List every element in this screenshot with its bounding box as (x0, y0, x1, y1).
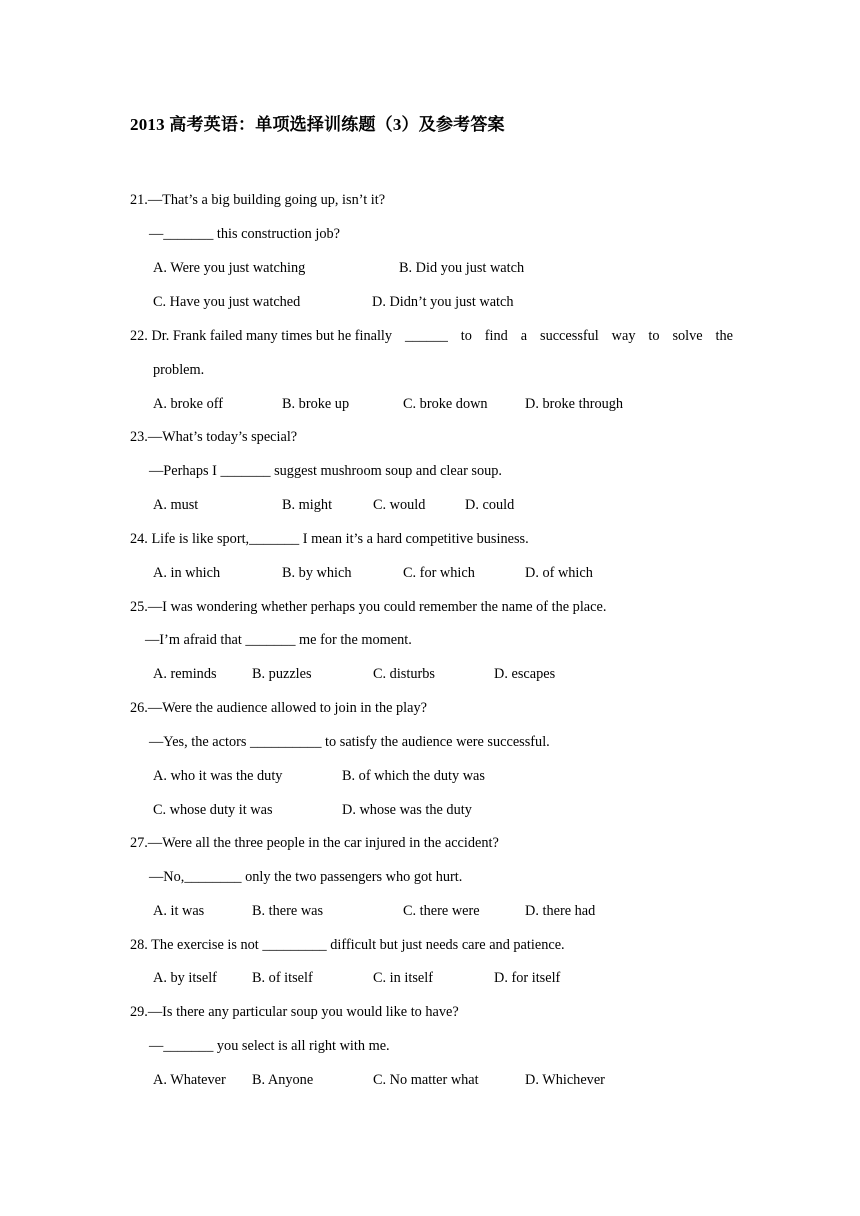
option-c: C. whose duty it was (153, 802, 273, 818)
option-d: D. could (465, 497, 515, 513)
option-c: C. would (373, 497, 426, 513)
option-a: A. who it was the duty (153, 768, 283, 784)
question-25-stem: 25.—I was wondering whether perhaps you could remember the name of the place. (130, 599, 607, 615)
option-c: C. in itself (373, 970, 433, 986)
question-26-reply: —Yes, the actors __________ to satisfy the audience were successful. (149, 734, 550, 750)
answer-blank: ______ (404, 328, 448, 344)
question-23-stem: 23.—What’s today’s special? (130, 429, 298, 445)
question-22-stem-continued: problem. (153, 362, 205, 378)
question-21-options-row1 (0, 259, 860, 277)
option-b: B. might (282, 497, 333, 513)
option-b: B. of itself (252, 970, 313, 986)
stem-word: to (460, 328, 472, 344)
option-b: B. of which the duty was (342, 768, 485, 784)
question-25-options (0, 665, 860, 683)
option-d: D. escapes (494, 666, 556, 682)
page-title: 2013 高考英语：单项选择训练题（3）及参考答案 (130, 115, 505, 134)
question-28-stem: 28. The exercise is not _________ difficult but just needs care and patience. (130, 937, 565, 953)
stem-word: a (520, 328, 528, 344)
question-27-options (0, 902, 860, 920)
option-d: D. broke through (525, 396, 624, 412)
question-26-options-row2 (0, 801, 860, 819)
stem-segment: 22. Dr. Frank failed many times but he finally (130, 328, 393, 344)
question-22-stem (130, 327, 733, 345)
question-29-stem: 29.—Is there any particular soup you would like to have? (130, 1004, 459, 1020)
option-a: A. must (153, 497, 199, 513)
option-b: B. Anyone (252, 1072, 314, 1088)
question-25-reply: —I’m afraid that _______ me for the moment. (145, 632, 412, 648)
question-26-stem: 26.—Were the audience allowed to join in the play? (130, 700, 427, 716)
stem-word: find (484, 328, 508, 344)
question-27-stem: 27.—Were all the three people in the car injured in the accident? (130, 835, 499, 851)
question-27-reply: —No,________ only the two passengers who got hurt. (149, 869, 463, 885)
question-26-options-row1 (0, 767, 860, 785)
question-28-options (0, 969, 860, 987)
option-b: B. by which (282, 565, 352, 581)
option-b: B. puzzles (252, 666, 312, 682)
option-d: D. for itself (494, 970, 561, 986)
option-d: D. of which (525, 565, 593, 581)
option-a: A. it was (153, 903, 205, 919)
option-c: C. disturbs (373, 666, 435, 682)
option-b: B. Did you just watch (399, 260, 525, 276)
stem-word: successful (540, 328, 599, 344)
question-23-options (0, 496, 860, 514)
option-d: D. there had (525, 903, 596, 919)
question-21-reply: —_______ this construction job? (149, 226, 341, 242)
question-29-reply: —_______ you select is all right with me. (149, 1038, 390, 1054)
stem-word: solve (672, 328, 703, 344)
stem-word: the (715, 328, 733, 344)
option-a: A. reminds (153, 666, 217, 682)
option-c: C. for which (403, 565, 475, 581)
option-a: A. Were you just watching (153, 260, 306, 276)
option-d: D. Didn’t you just watch (372, 294, 514, 310)
option-a: A. by itself (153, 970, 217, 986)
question-22-options (0, 395, 860, 413)
question-21-options-row2 (0, 293, 860, 311)
question-23-reply: —Perhaps I _______ suggest mushroom soup and clear soup. (149, 463, 503, 479)
question-21-stem: 21.—That’s a big building going up, isn’t it? (130, 192, 386, 208)
question-24-stem: 24. Life is like sport,_______ I mean it’s a hard competitive business. (130, 531, 529, 547)
stem-word: way (611, 328, 636, 344)
option-c: C. Have you just watched (153, 294, 301, 310)
option-d: D. Whichever (525, 1072, 605, 1088)
option-c: C. there were (403, 903, 480, 919)
stem-word: to (648, 328, 660, 344)
option-a: A. broke off (153, 396, 224, 412)
option-a: A. Whatever (153, 1072, 226, 1088)
question-24-options (0, 564, 860, 582)
question-29-options (0, 1071, 860, 1089)
option-b: B. broke up (282, 396, 350, 412)
option-d: D. whose was the duty (342, 802, 472, 818)
option-b: B. there was (252, 903, 324, 919)
option-c: C. broke down (403, 396, 488, 412)
option-a: A. in which (153, 565, 221, 581)
option-c: C. No matter what (373, 1072, 479, 1088)
